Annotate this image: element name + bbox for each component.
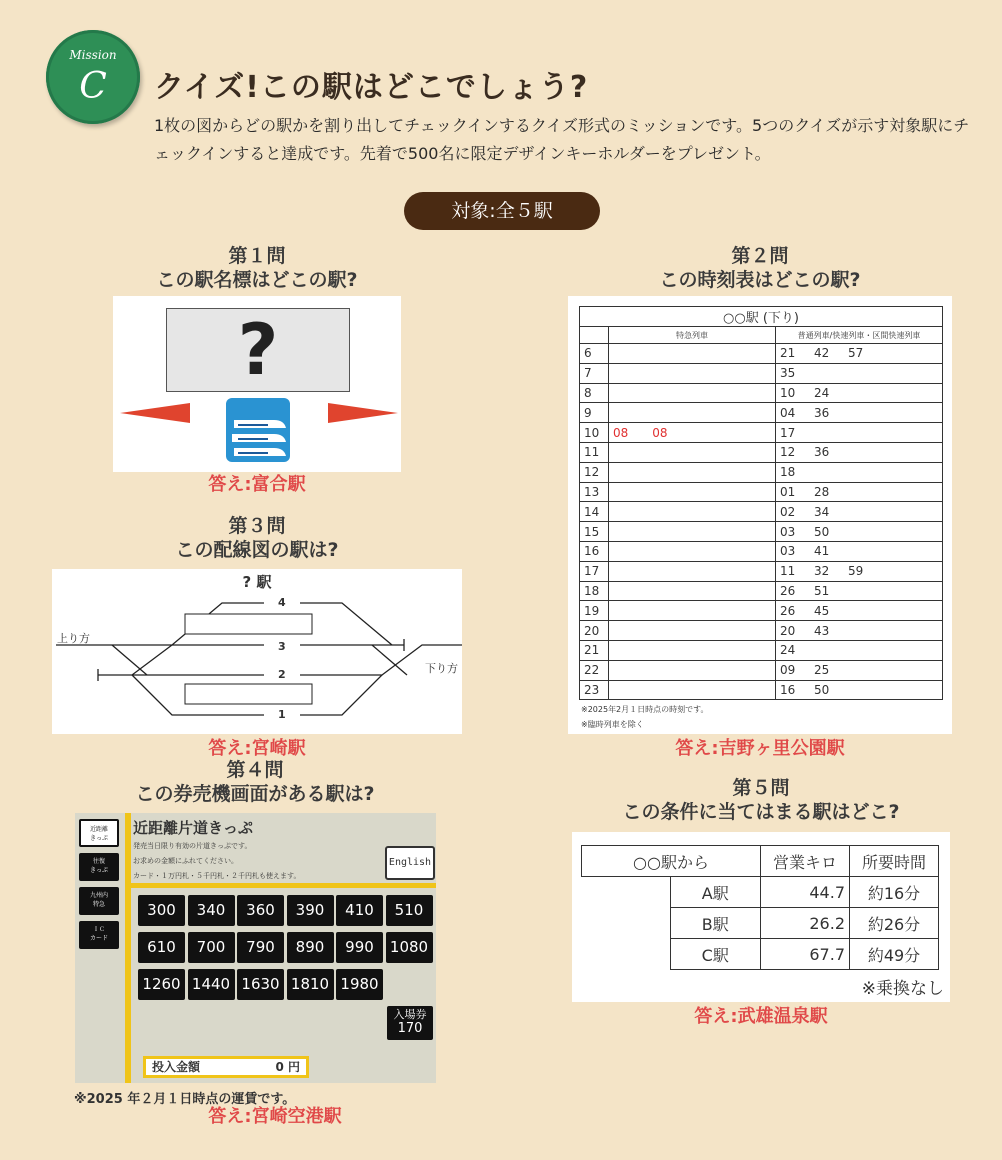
fare-button[interactable]: 1810 [287, 969, 334, 1000]
mission-description: 1枚の図からどの駅かを割り出してチェックインするクイズ形式のミッションです。5つのクイズが示す対象駅にチェックインすると達成です。先着で500名に限定デザインキーホルダーをプレゼント。 [154, 116, 970, 163]
timetable-hour: 18 [580, 581, 609, 601]
timetable-express [609, 344, 776, 364]
timetable-row [580, 344, 943, 364]
departure-minute: 18 [780, 465, 796, 480]
timetable-hour: 14 [580, 502, 609, 522]
q4-ticket-machine-image [75, 813, 436, 1083]
fare-button[interactable]: 360 [237, 895, 284, 926]
timetable-row [580, 621, 943, 641]
timetable-local [776, 541, 943, 561]
timetable-row [580, 363, 943, 383]
q4-fare-note: ※2025 年２月１日時点の運賃です。 [74, 1092, 296, 1107]
timetable-express [609, 680, 776, 700]
timetable-express [609, 561, 776, 581]
timetable-hour: 12 [580, 462, 609, 482]
timetable-row [580, 462, 943, 482]
timetable-express [609, 403, 776, 423]
screen-title: 近距離片道きっぷ [133, 819, 254, 837]
departure-minute: 26 [780, 583, 796, 598]
departure-minute: 35 [780, 366, 796, 381]
timetable-local [776, 502, 943, 522]
timetable-hour: 21 [580, 640, 609, 660]
departure-minute: 21 [780, 346, 796, 361]
timetable-row [580, 423, 943, 443]
departure-minute: 36 [814, 405, 830, 420]
timetable-express [609, 621, 776, 641]
fare-button[interactable]: 510 [386, 895, 433, 926]
q3-diagram-title: ? 駅 [242, 573, 272, 591]
q5-header-from: ○○駅から [582, 846, 761, 877]
fare-button[interactable]: 890 [287, 932, 334, 963]
col-local: 普通列車/快速列車・区間快速列車 [776, 327, 943, 344]
timetable-express [609, 541, 776, 561]
timetable-local [776, 403, 943, 423]
departure-minute: 09 [780, 663, 796, 678]
ticket-menu-button[interactable]: 近距離 きっぷ [79, 819, 119, 847]
timetable-row [580, 383, 943, 403]
q3-heading [52, 514, 462, 562]
departure-minute: 32 [814, 564, 830, 579]
timetable-row [580, 680, 943, 700]
departure-minute: 36 [814, 445, 830, 460]
q5-station: A駅 [670, 877, 761, 908]
q5-header-time: 所要時間 [850, 846, 939, 877]
fare-button[interactable]: 610 [138, 932, 185, 963]
fare-button[interactable]: 1260 [138, 969, 185, 1000]
timetable-row [580, 640, 943, 660]
timetable-local [776, 680, 943, 700]
q4-answer: 答え:宮崎空港駅 [208, 1106, 342, 1127]
timetable-note-2: ※臨時列車を除く [581, 720, 644, 729]
timetable-express [609, 383, 776, 403]
timetable-local [776, 363, 943, 383]
timetable-hour: 22 [580, 660, 609, 680]
track-number: 4 [278, 596, 286, 609]
q3-track-lines [52, 569, 462, 734]
departure-minute: 10 [780, 385, 796, 400]
q3-answer: 答え:宮崎駅 [208, 738, 306, 759]
q1-heading [113, 244, 401, 292]
departure-minute: 45 [814, 603, 830, 618]
timetable-local [776, 621, 943, 641]
timetable-express [609, 363, 776, 383]
timetable-hour: 15 [580, 522, 609, 542]
q5-number: 第５問 [732, 777, 790, 799]
track-number: 3 [278, 640, 286, 653]
timetable-row [580, 442, 943, 462]
fare-button[interactable]: 390 [287, 895, 334, 926]
timetable-row [580, 581, 943, 601]
q3-question: この配線図の駅は? [175, 539, 339, 561]
col-express: 特急列車 [609, 327, 776, 344]
timetable-row [580, 541, 943, 561]
fare-button[interactable]: 700 [188, 932, 235, 963]
timetable-local [776, 462, 943, 482]
timetable-row [580, 482, 943, 502]
timetable-express [609, 482, 776, 502]
timetable-hour: 10 [580, 423, 609, 443]
q3-number: 第３問 [228, 515, 286, 537]
departure-minute: 11 [780, 564, 796, 579]
q5-distance-table [581, 845, 939, 970]
left-arrow-icon [120, 403, 190, 423]
q2-question: この時刻表はどこの駅? [659, 269, 861, 291]
timetable-hour: 23 [580, 680, 609, 700]
q1-sign-arrows [118, 398, 398, 464]
ticket-menu-button[interactable]: ＩＣ カード [79, 921, 119, 949]
track-number: 2 [278, 668, 286, 681]
departure-minute: 24 [780, 643, 796, 658]
timetable-express [609, 640, 776, 660]
fare-button[interactable]: 410 [336, 895, 383, 926]
departure-minute: 02 [780, 504, 796, 519]
q5-header-km: 営業キロ [761, 846, 850, 877]
q5-time: 約16分 [850, 877, 939, 908]
departure-minute: 25 [814, 663, 830, 678]
page-title: クイズ!この駅はどこでしょう? [154, 70, 589, 105]
timetable-hour: 17 [580, 561, 609, 581]
departure-minute: 12 [780, 445, 796, 460]
timetable-hour: 7 [580, 363, 609, 383]
screen-instructions: 発売当日限り有効の片道きっぷです。 お求めの金額にふれてください。 カード・１万円札・５千円札・２千円札も使えます。 [133, 842, 301, 880]
timetable-express [609, 522, 776, 542]
departure-minute: 01 [780, 484, 796, 499]
timetable-local [776, 640, 943, 660]
timetable-hour: 19 [580, 601, 609, 621]
timetable-local [776, 442, 943, 462]
platform-ticket-button[interactable]: 入場券 170 [387, 1006, 433, 1040]
timetable-local [776, 561, 943, 581]
q1-answer: 答え:富合駅 [208, 474, 306, 495]
q5-answer: 答え:武雄温泉駅 [694, 1006, 828, 1027]
deposit-display: 投入金額 0 円 [143, 1056, 309, 1078]
target-badge: 対象:全５駅 [404, 192, 600, 230]
timetable-local [776, 482, 943, 502]
q1-sign-board: ? [166, 308, 350, 392]
ticket-menu-button[interactable]: 往復 きっぷ [79, 853, 119, 881]
q1-number: 第１問 [228, 245, 286, 267]
departure-minute: 26 [780, 603, 796, 618]
departure-minute: 04 [780, 405, 796, 420]
timetable-row [580, 403, 943, 423]
departure-minute: 41 [814, 544, 830, 559]
timetable-hour: 11 [580, 442, 609, 462]
timetable-local [776, 383, 943, 403]
departure-minute: 50 [814, 682, 830, 697]
fare-button[interactable]: 1080 [386, 932, 433, 963]
timetable-hour: 13 [580, 482, 609, 502]
q5-question: この条件に当てはまる駅はどこ? [622, 801, 900, 823]
timetable-local [776, 522, 943, 542]
q2-timetable [579, 306, 943, 700]
q5-km: 67.7 [761, 939, 850, 970]
timetable-row [580, 660, 943, 680]
q3-up-direction: 上り方 [57, 632, 90, 645]
departure-minute: 17 [780, 425, 796, 440]
q2-number: 第２問 [731, 245, 789, 267]
timetable-local [776, 344, 943, 364]
timetable-local [776, 581, 943, 601]
departure-minute: 51 [814, 583, 830, 598]
mission-seal [46, 30, 140, 124]
fare-button[interactable]: 790 [237, 932, 284, 963]
departure-minute: 03 [780, 544, 796, 559]
timetable-express [609, 660, 776, 680]
q5-heading [572, 776, 950, 824]
fare-button[interactable]: 1440 [188, 969, 235, 1000]
right-arrow-icon [328, 403, 398, 423]
timetable-local [776, 660, 943, 680]
departure-minute: 43 [814, 623, 830, 638]
timetable-express [609, 462, 776, 482]
departure-minute: 24 [814, 385, 830, 400]
english-button[interactable]: English [385, 846, 435, 880]
timetable-note-1: ※2025年2月１日時点の時刻です。 [581, 705, 709, 714]
timetable-express: 08 08 [609, 423, 776, 443]
timetable-express [609, 442, 776, 462]
timetable-hour: 9 [580, 403, 609, 423]
departure-minute: 34 [814, 504, 830, 519]
departure-minute: 20 [780, 623, 796, 638]
departure-minute: 28 [814, 484, 830, 499]
timetable-row [580, 561, 943, 581]
timetable-hour: 16 [580, 541, 609, 561]
q4-question: この券売機画面がある駅は? [135, 783, 375, 805]
q3-down-direction: 下り方 [425, 662, 458, 675]
q4-heading [70, 758, 440, 806]
timetable-local [776, 423, 943, 443]
timetable-title: ○○駅 (下り) [580, 307, 943, 327]
timetable-row [580, 522, 943, 542]
track-number: 1 [278, 708, 286, 721]
q5-station: B駅 [670, 908, 761, 939]
timetable-hour: 8 [580, 383, 609, 403]
q1-question: この駅名標はどこの駅? [156, 269, 358, 291]
fare-button[interactable]: 340 [188, 895, 235, 926]
q5-note: ※乗換なし [861, 979, 944, 999]
seal-letter: C [79, 66, 107, 107]
q5-km: 26.2 [761, 908, 850, 939]
departure-minute: 42 [814, 346, 830, 361]
timetable-hour: 6 [580, 344, 609, 364]
timetable-local [776, 601, 943, 621]
departure-minute: 03 [780, 524, 796, 539]
q5-station: C駅 [670, 939, 761, 970]
q2-answer: 答え:吉野ヶ里公園駅 [675, 738, 845, 759]
timetable-row [580, 502, 943, 522]
timetable-row [580, 601, 943, 621]
departure-minute: 59 [848, 564, 864, 579]
timetable-express [609, 581, 776, 601]
departure-minute: 16 [780, 682, 796, 697]
fare-button[interactable]: 300 [138, 895, 185, 926]
fare-button[interactable]: 990 [336, 932, 383, 963]
departure-minute: 50 [814, 524, 830, 539]
timetable-express [609, 502, 776, 522]
ticket-menu-button[interactable]: 九州内 特急 [79, 887, 119, 915]
seal-mission-text: Mission [69, 48, 117, 62]
timetable-express [609, 601, 776, 621]
fare-button[interactable]: 1980 [336, 969, 383, 1000]
q5-time: 約26分 [850, 908, 939, 939]
q5-time: 約49分 [850, 939, 939, 970]
q2-heading [568, 244, 952, 292]
fare-button[interactable]: 1630 [237, 969, 284, 1000]
q5-km: 44.7 [761, 877, 850, 908]
q4-number: 第４問 [226, 759, 284, 781]
timetable-hour: 20 [580, 621, 609, 641]
departure-minute: 57 [848, 346, 864, 361]
